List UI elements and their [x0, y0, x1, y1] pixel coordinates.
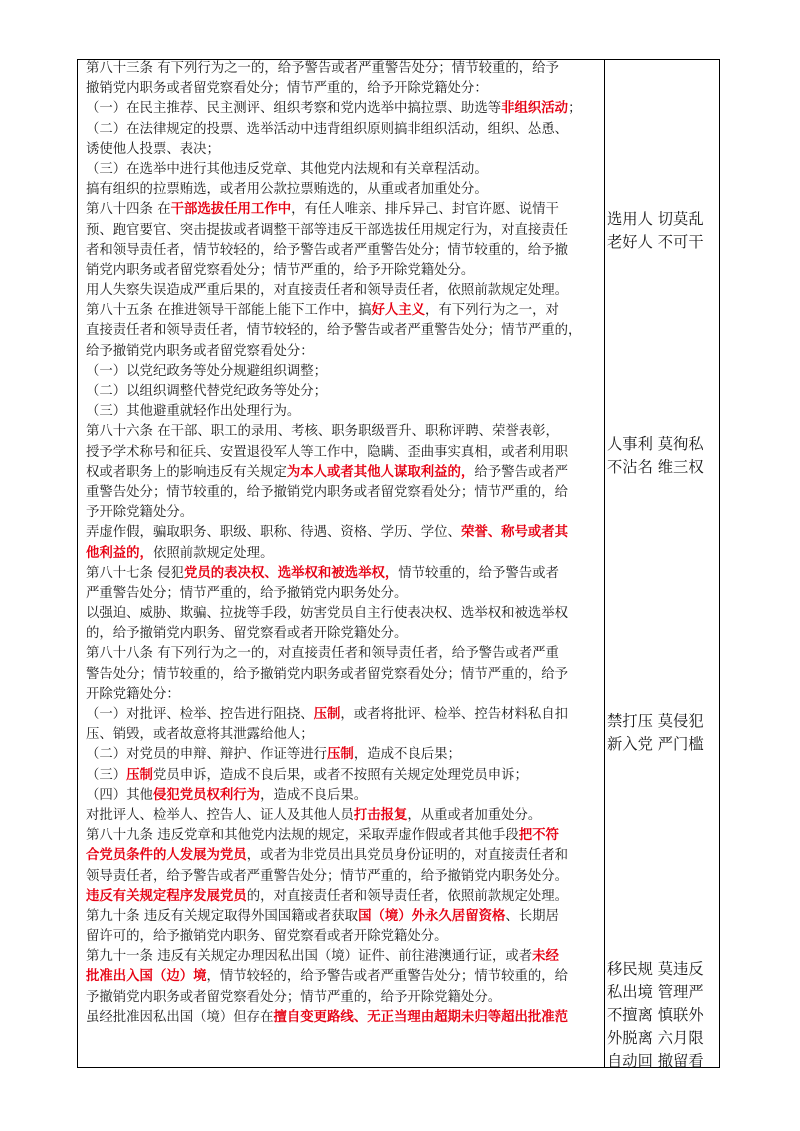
text-segment: 压、销毁，或者故意将其泄露给他人；: [86, 727, 314, 743]
highlighted-text: 打击报复: [353, 807, 408, 823]
text-line: [86, 140, 600, 160]
side-note-3: [607, 710, 717, 756]
text-line: [86, 846, 600, 866]
side-note-line: 新入党 严门槛: [607, 735, 704, 753]
text-segment: 权或者职务上的影响违反有关规定: [86, 464, 287, 480]
text-line: [86, 281, 600, 301]
text-segment: 第八十五条 在推进领导干部能上能下工作中，搞: [86, 303, 372, 319]
text-line: [86, 120, 600, 140]
highlighted-text: 他利益的，: [86, 545, 153, 561]
text-line: [86, 705, 600, 725]
highlighted-text: 压制: [327, 747, 354, 763]
text-line: [86, 1008, 600, 1028]
text-segment: 领导责任者，给予警告或者严重警告处分；情节严重的，给予撤销党内职务处分。: [86, 868, 569, 884]
text-segment: 严重警告处分；情节严重的，给予撤销党内职务处分。: [86, 585, 408, 601]
side-note-2: [607, 433, 717, 479]
highlighted-text: 好人主义: [371, 303, 426, 319]
text-line: [86, 99, 600, 119]
side-note-4: [607, 958, 717, 1073]
text-line: [86, 180, 600, 200]
text-segment: 虽经批准因私出国（境）但存在: [86, 1009, 274, 1025]
highlighted-text: 擅自变更路线、无正当理由超期未归等超出批准范: [273, 1009, 569, 1025]
text-line: [86, 786, 600, 806]
text-line: [86, 321, 600, 341]
text-line: [86, 624, 600, 644]
text-line: [86, 887, 600, 907]
text-line: [86, 564, 600, 584]
text-line: [86, 867, 600, 887]
text-segment: 第九十一条 违反有关规定办理因私出国（境）证件、前往港澳通行证，或者: [86, 949, 533, 965]
text-line: [86, 503, 600, 523]
side-note-line: 不擅离 慎联外: [607, 1006, 704, 1024]
text-segment: 第八十六条 在干部、职工的录用、考核、职务职级晋升、职称评聘、荣誉表彰，: [86, 424, 559, 440]
text-line: [86, 685, 600, 705]
text-segment: 直接责任者和领导责任者，情节较轻的，给予警告或者严重警告处分；情节严重的，: [86, 323, 582, 339]
highlighted-text: 批准出入国（边）境: [86, 969, 207, 985]
side-note-line: 选用人 切莫乱: [607, 210, 704, 228]
text-segment: 党员申诉，造成不良后果，或者不按照有关规定处理党员申诉；: [152, 767, 528, 783]
highlighted-text: 干部选拔任用工作中: [170, 202, 292, 218]
text-segment: ，情节较轻的，给予警告或者严重警告处分；情节较重的，给: [206, 969, 569, 985]
text-line: [86, 261, 600, 281]
text-segment: ，从重或者加重处分。: [407, 807, 542, 823]
text-segment: 第八十三条 有下列行为之一的，给予警告或者严重警告处分；情节较重的，给予: [86, 61, 559, 76]
text-segment: （三）: [86, 767, 127, 783]
highlighted-text: 把不符: [518, 828, 559, 844]
highlighted-text: 未经: [532, 949, 559, 965]
side-note-line: 不沾名 维三权: [607, 458, 704, 476]
highlighted-text: 国（境）外永久居留资格: [358, 908, 506, 924]
text-line: [86, 927, 600, 947]
text-segment: 销党内职务或者留党察看处分；情节严重的，给予开除党籍处分。: [86, 262, 475, 278]
text-segment: 用人失察失误造成严重后果的，对直接责任者和领导责任者，依照前款规定处理。: [86, 283, 569, 299]
text-line: [86, 988, 600, 1008]
text-segment: 预、跑官要官、突击提拔或者调整干部等违反干部选拔任用规定行为，对直接责任: [86, 222, 569, 238]
highlighted-text: 非组织活动: [501, 101, 569, 117]
text-line: [86, 907, 600, 927]
highlighted-text: 合党员条件的人发展为党员: [86, 848, 247, 864]
text-segment: （一）在民主推荐、民主测评、组织考察和党内选举中搞拉票、助选等: [86, 101, 502, 117]
text-segment: ，或者为非党员出具党员身份证明的，对直接责任者和: [246, 848, 569, 864]
side-note-line: 外脱离 六月限: [607, 1029, 704, 1047]
text-segment: 的，对直接责任者和领导责任者，依照前款规定处理。: [246, 888, 569, 904]
text-segment: 第八十九条 违反党章和其他党内法规的规定，采取弄虚作假或者其他手段: [86, 828, 519, 844]
text-segment: 搞有组织的拉票贿选，或者用公款拉票贿选的，从重或者加重处分。: [86, 182, 488, 198]
highlighted-text: 压制: [313, 707, 341, 722]
text-segment: 授予学术称号和征兵、安置退役军人等工作中，隐瞒、歪曲事实真相，或者利用职: [86, 444, 569, 460]
text-segment: 开除党籍处分：: [86, 686, 180, 702]
text-line: [86, 422, 600, 442]
text-segment: （一）对批评、检举、控告进行阻挠、: [86, 707, 314, 722]
text-line: [86, 221, 600, 241]
highlighted-text: 党员的表决权、选举权和被选举权，: [184, 565, 399, 581]
text-line: [86, 544, 600, 564]
text-line: [86, 806, 600, 826]
text-segment: （二）在法律规定的投票、选举活动中违背组织原则搞非组织活动，组织、怂恿、: [86, 121, 569, 137]
text-line: [86, 947, 600, 967]
highlighted-text: 违反有关规定程序发展党员: [86, 888, 247, 904]
text-line: [86, 362, 600, 382]
text-segment: 、长期居: [505, 908, 559, 924]
text-segment: 以强迫、威胁、欺骗、拉拢等手段，妨害党员自主行使表决权、选举权和被选举权: [86, 606, 569, 622]
text-segment: ，造成不良后果；: [353, 747, 461, 763]
text-segment: 依照前款规定处理。: [152, 545, 274, 561]
text-segment: （二）对党员的申辩、辩护、作证等进行: [86, 747, 328, 763]
text-segment: ，造成不良后果。: [260, 787, 368, 803]
text-line: [86, 382, 600, 402]
text-line: [86, 463, 600, 483]
text-line: [86, 665, 600, 685]
text-segment: 第九十条 违反有关规定取得外国国籍或者获取: [86, 908, 359, 924]
text-segment: 诱使他人投票、表决；: [86, 141, 220, 157]
text-segment: 对批评人、检举人、控告人、证人及其他人员: [86, 807, 354, 823]
text-line: [86, 443, 600, 463]
text-line: [86, 241, 600, 261]
text-line: [86, 342, 600, 362]
highlighted-text: 压制: [126, 767, 153, 783]
text-segment: （三）在选举中进行其他违反党章、其他党内法规和有关章程活动。: [86, 161, 488, 177]
text-line: [86, 644, 600, 664]
text-segment: 留许可的，给予撤销党内职务、留党察看或者开除党籍处分。: [86, 929, 448, 945]
text-segment: （三）其他避重就轻作出处理行为。: [86, 404, 301, 420]
text-segment: 撤销党内职务或者留党察看处分；情节严重的，给予开除党籍处分：: [86, 81, 488, 97]
text-line: [86, 826, 600, 846]
side-note-line: 私出境 管理严: [607, 983, 704, 1001]
text-line: [86, 523, 600, 543]
text-segment: 第八十七条 侵犯: [86, 565, 184, 581]
text-segment: 予开除党籍处分。: [86, 505, 194, 521]
text-segment: 警告处分；情节较重的，给予撤销党内职务或者留党察看处分；情节严重的，给予: [86, 666, 569, 682]
text-line: [86, 967, 600, 987]
text-segment: 第八十四条 在: [86, 202, 171, 218]
side-note-line: 人事利 莫徇私: [607, 435, 704, 453]
text-segment: 予撤销党内职务或者留党察看处分；情节严重的，给予开除党籍处分。: [86, 989, 502, 1005]
regulation-text-column: [86, 59, 600, 1028]
side-note-1: [607, 208, 717, 254]
text-segment: 的，给予撤销党内职务、留党察看或者开除党籍处分。: [86, 626, 408, 642]
column-divider: [604, 59, 605, 1068]
text-line: [86, 725, 600, 745]
text-segment: 第八十八条 有下列行为之一的，对直接责任者和领导责任者，给予警告或者严重: [86, 646, 559, 662]
highlighted-text: 侵犯党员权利行为: [152, 787, 261, 803]
text-segment: （二）以组织调整代替党纪政务等处分；: [86, 384, 328, 399]
text-line: [86, 402, 600, 422]
text-segment: 情节较重的，给予警告或者: [398, 565, 559, 581]
highlighted-text: 为本人或者其他人谋取利益的，: [286, 464, 475, 480]
text-segment: ，或者将批评、检举、控告材料私自扣: [340, 707, 569, 722]
side-note-line: 禁打压 莫侵犯: [607, 712, 704, 730]
text-line: [86, 59, 600, 79]
text-segment: （一）以党纪政务等处分规避组织调整；: [86, 363, 328, 379]
text-segment: （四）其他: [86, 787, 153, 803]
text-line: [86, 483, 600, 503]
text-segment: 给予警告或者严: [474, 464, 569, 480]
text-segment: 者和领导责任者，情节较轻的，给予警告或者严重警告处分；情节较重的，给予撤: [86, 242, 569, 258]
text-segment: ，有下列行为之一，对: [425, 303, 559, 319]
text-line: [86, 766, 600, 786]
highlighted-text: 荣誉、称号或者其: [460, 525, 569, 541]
text-segment: ；: [568, 101, 582, 117]
side-note-line: 移民规 莫违反: [607, 960, 704, 978]
text-segment: 重警告处分；情节较重的，给予撤销党内职务或者留党察看处分；情节严重的，给: [86, 484, 569, 500]
text-segment: 给予撤销党内职务或者留党察看处分：: [86, 343, 314, 359]
text-line: [86, 301, 600, 321]
text-line: [86, 584, 600, 604]
text-line: [86, 79, 600, 99]
text-line: [86, 604, 600, 624]
text-line: [86, 160, 600, 180]
side-note-line: 自动回 撤留看: [607, 1052, 704, 1070]
text-segment: ，有任人唯亲、排斥异己、封官许愿、说情干: [291, 202, 559, 218]
text-line: [86, 745, 600, 765]
text-segment: 弄虚作假，骗取职务、职级、职称、待遇、资格、学历、学位、: [86, 525, 461, 541]
side-note-line: 老好人 不可干: [607, 233, 704, 251]
text-line: [86, 200, 600, 220]
